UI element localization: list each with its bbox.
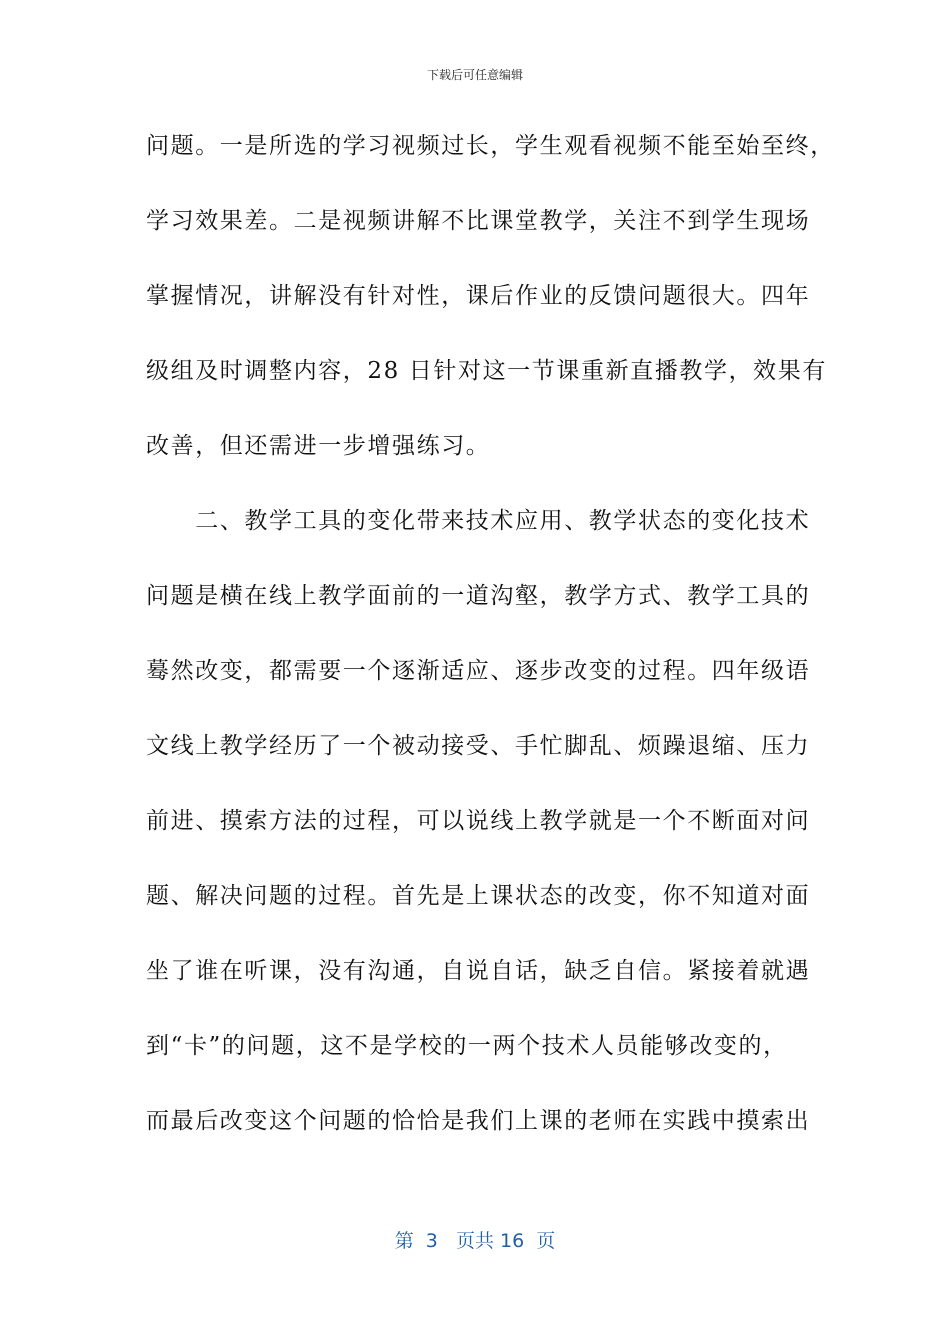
text-line-8: 蓦然改变，都需要一个逐渐适应、逐步改变的过程。四年级语 (146, 658, 811, 684)
text-line-13: 到“卡”的问题，这不是学校的一两个技术人员能够改变的， (146, 1033, 788, 1059)
text-line-4: 级组及时调整内容，28 日针对这一节课重新直播教学，效果有 (146, 358, 827, 384)
text-line-5: 改善，但还需进一步增强练习。 (146, 433, 491, 459)
text-line-14: 而最后改变这个问题的恰恰是我们上课的老师在实践中摸索出 (146, 1108, 811, 1134)
page-number-footer: 第 3 页共 16 页 (394, 1230, 556, 1252)
text-line-11: 题、解决问题的过程。首先是上课状态的改变，你不知道对面 (146, 883, 811, 909)
document-body (146, 128, 835, 1178)
page-header: 下载后可任意编辑 (426, 68, 523, 82)
text-line-3: 掌握情况，讲解没有针对性，课后作业的反馈问题很大。四年 (146, 283, 811, 309)
text-line-9: 文线上教学经历了一个被动接受、手忙脚乱、烦躁退缩、压力 (146, 733, 811, 759)
text-line-7: 问题是横在线上教学面前的一道沟壑，教学方式、教学工具的 (146, 583, 811, 609)
text-line-6: 二、教学工具的变化带来技术应用、教学状态的变化技术 (146, 508, 811, 534)
text-line-1: 问题。一是所选的学习视频过长，学生观看视频不能至始至终， (146, 133, 835, 159)
text-line-2: 学习效果差。二是视频讲解不比课堂教学，关注不到学生现场 (146, 208, 811, 234)
text-line-12: 坐了谁在听课，没有沟通，自说自话，缺乏自信。紧接着就遇 (146, 958, 811, 984)
text-line-10: 前进、摸索方法的过程，可以说线上教学就是一个不断面对问 (146, 808, 811, 834)
